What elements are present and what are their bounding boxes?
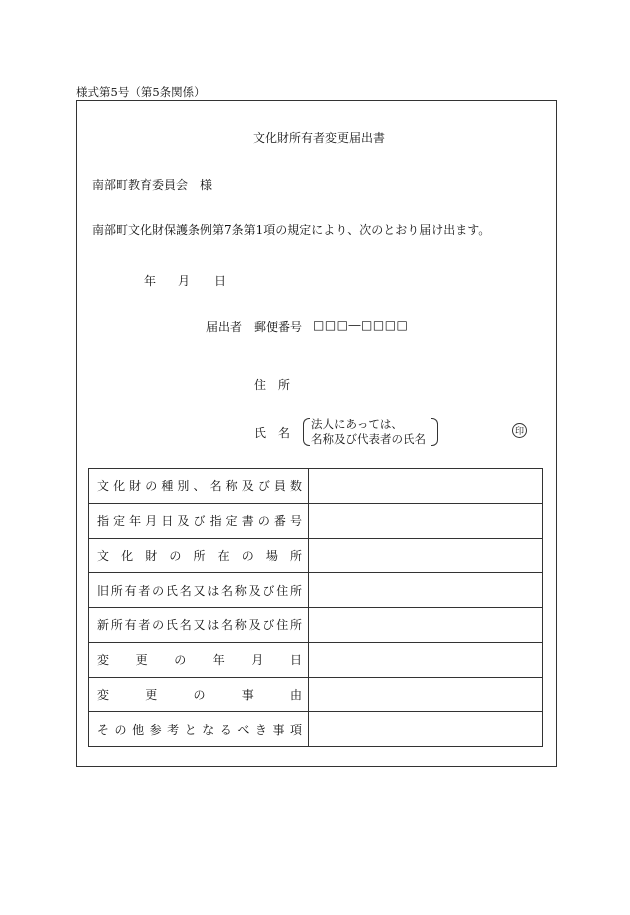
- postal-code-label: 郵便番号: [254, 320, 303, 334]
- table-row: [89, 503, 543, 538]
- date-month-label: 月: [178, 274, 191, 288]
- row-value-field[interactable]: [309, 469, 543, 504]
- name-note-line1: 法人にあっては、: [311, 417, 403, 431]
- table-row: [89, 608, 543, 643]
- table-row: [89, 573, 543, 608]
- table-row: [89, 538, 543, 573]
- row-label: 文化財の種別、名称及び員数: [89, 469, 309, 504]
- row-value-field[interactable]: [309, 608, 543, 643]
- seal-mark-icon: 印: [512, 423, 527, 438]
- bracket-left-icon: [303, 418, 310, 446]
- document-title: 文化財所有者変更届出書: [253, 131, 386, 145]
- table-row: [89, 469, 543, 504]
- row-value-field[interactable]: [309, 642, 543, 677]
- address-label: 住 所: [254, 378, 291, 392]
- info-table: [88, 468, 543, 747]
- row-label: 変更の事由: [89, 677, 309, 712]
- row-value-field[interactable]: [309, 538, 543, 573]
- table-row: [89, 642, 543, 677]
- form-number: 様式第5号（第5条関係）: [76, 85, 206, 99]
- statement: 南部町文化財保護条例第7条第1項の規定により、次のとおり届け出ます。: [92, 223, 491, 237]
- date-year-label: 年: [144, 274, 157, 288]
- row-label: 文化財の所在の場所: [89, 538, 309, 573]
- bracket-right-icon: [431, 418, 438, 446]
- row-label: 変更の年月日: [89, 642, 309, 677]
- row-value-field[interactable]: [309, 712, 543, 747]
- name-label: 氏 名: [254, 426, 291, 440]
- row-value-field[interactable]: [309, 573, 543, 608]
- row-value-field[interactable]: [309, 503, 543, 538]
- row-label: その他参考となるべき事項: [89, 712, 309, 747]
- row-value-field[interactable]: [309, 677, 543, 712]
- table-row: [89, 712, 543, 747]
- name-note-line2: 名称及び代表者の氏名: [311, 432, 426, 446]
- date-day-label: 日: [214, 274, 227, 288]
- row-label: 旧所有者の氏名又は名称及び住所: [89, 573, 309, 608]
- postal-code-boxes: □□□―□□□□: [313, 318, 409, 332]
- applicant-label: 届出者: [206, 320, 243, 334]
- row-label: 新所有者の氏名又は名称及び住所: [89, 608, 309, 643]
- row-label: 指定年月日及び指定書の番号: [89, 503, 309, 538]
- table-row: [89, 677, 543, 712]
- recipient: 南部町教育委員会 様: [92, 178, 213, 192]
